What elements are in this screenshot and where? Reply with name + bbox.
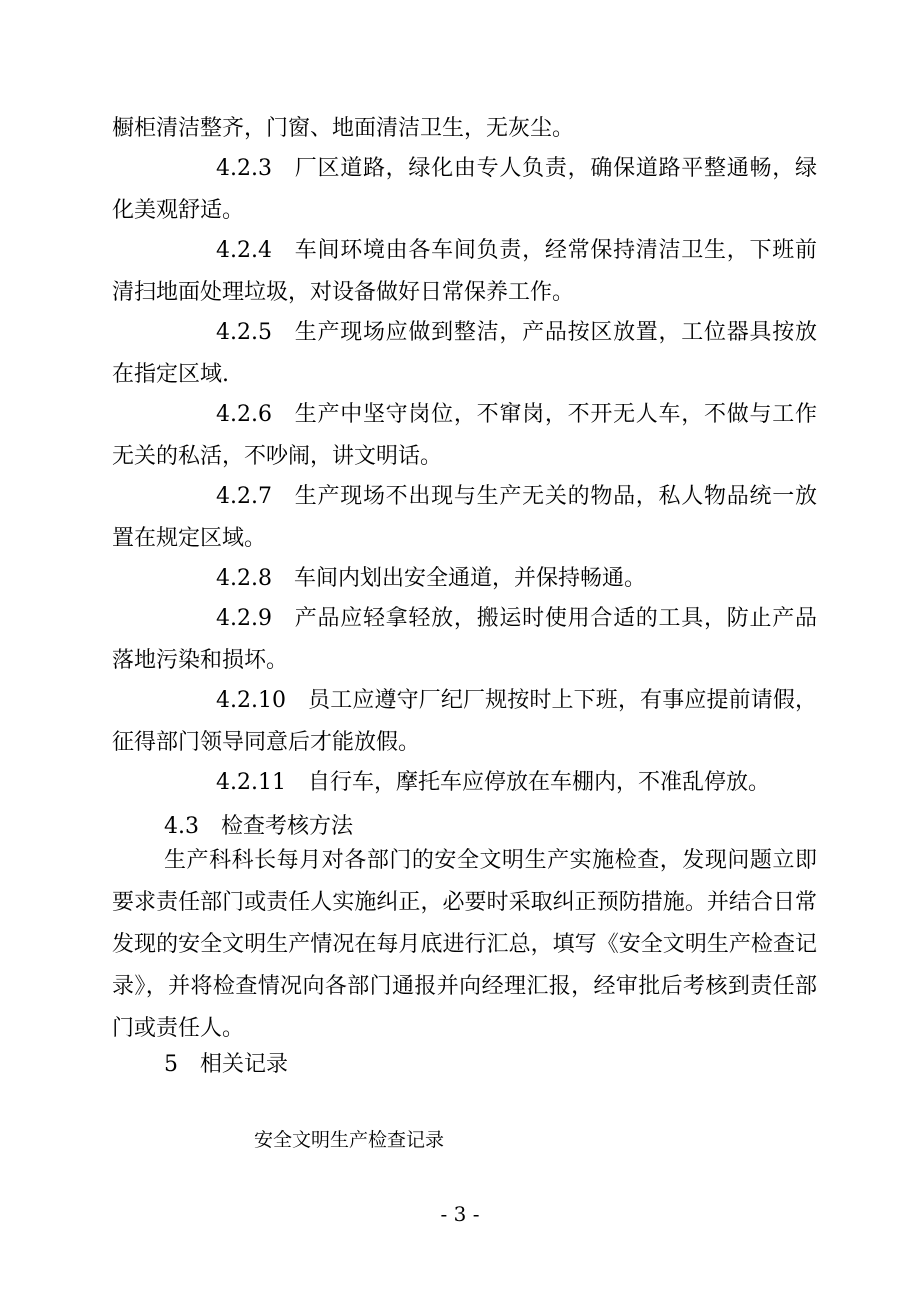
section-number: 4.3 — [164, 814, 199, 839]
clause-text: 产品应轻拿轻放，搬运时使用合适的工具，防止产品落地污染和损坏。 — [112, 606, 817, 673]
clause-number: 4.2.11 — [216, 770, 286, 795]
record-name: 安全文明生产检查记录 — [254, 1129, 445, 1151]
section-title: 相关记录 — [200, 1052, 289, 1077]
clause-number: 4.2.4 — [216, 238, 272, 263]
clause-number: 4.2.8 — [216, 566, 272, 591]
clause-4-2-5 — [112, 312, 817, 396]
clause-text: 自行车，摩托车应停放在车棚内，不准乱停放。 — [307, 770, 770, 795]
section-4-3-heading — [164, 812, 353, 842]
clause-4-2-4 — [112, 230, 817, 314]
clause-number: 4.2.3 — [216, 156, 272, 181]
continuation-line: 橱柜清洁整齐，门窗、地面清洁卫生，无灰尘。 — [112, 116, 575, 141]
clause-text: 生产中坚守岗位，不窜岗，不开无人车，不做与工作无关的私活，不吵闹，讲文明话。 — [112, 402, 817, 469]
section-title: 检查考核方法 — [221, 814, 354, 839]
section-4-3-body: 生产科科长每月对各部门的安全文明生产实施检查，发现问题立即要求责任部门或责任人实施纠正，必要时采取纠正预防措施。并结合日常发现的安全文明生产情况在每月底进行汇总，填写《安全文明生产检查记录》，并将检查情况向各部门通报并向经理汇报，经审批后考核到责任部门或责任人。 — [112, 848, 817, 1041]
clause-text: 车间环境由各车间负责，经常保持清洁卫生，下班前清扫地面处理垃圾，对设备做好日常保养工作。 — [112, 238, 817, 305]
section-5-heading — [164, 1050, 288, 1080]
clause-text: 生产现场应做到整洁，产品按区放置，工位器具按放在指定区域. — [112, 320, 817, 387]
section-number: 5 — [164, 1052, 178, 1077]
clause-4-2-8 — [112, 558, 817, 600]
clause-number: 4.2.10 — [216, 688, 286, 713]
clause-4-2-6 — [112, 394, 817, 478]
clause-4-2-3 — [112, 148, 817, 232]
clause-text: 员工应遵守厂纪厂规按时上下班，有事应提前请假，征得部门领导同意后才能放假。 — [112, 688, 817, 755]
clause-4-2-9 — [112, 598, 817, 682]
clause-text: 厂区道路，绿化由专人负责，确保道路平整通畅，绿化美观舒适。 — [112, 156, 817, 223]
clause-text: 车间内划出安全通道，并保持畅通。 — [293, 566, 646, 591]
clause-text: 生产现场不出现与生产无关的物品，私人物品统一放置在规定区域。 — [112, 484, 817, 551]
clause-number: 4.2.5 — [216, 320, 272, 345]
clause-4-2-7 — [112, 476, 817, 560]
clause-4-2-10 — [112, 680, 817, 764]
page-number: - 3 - — [440, 1202, 480, 1226]
clause-number: 4.2.7 — [216, 484, 272, 509]
clause-4-2-11 — [112, 762, 817, 804]
clause-number: 4.2.6 — [216, 402, 272, 427]
clause-number: 4.2.9 — [216, 606, 272, 631]
